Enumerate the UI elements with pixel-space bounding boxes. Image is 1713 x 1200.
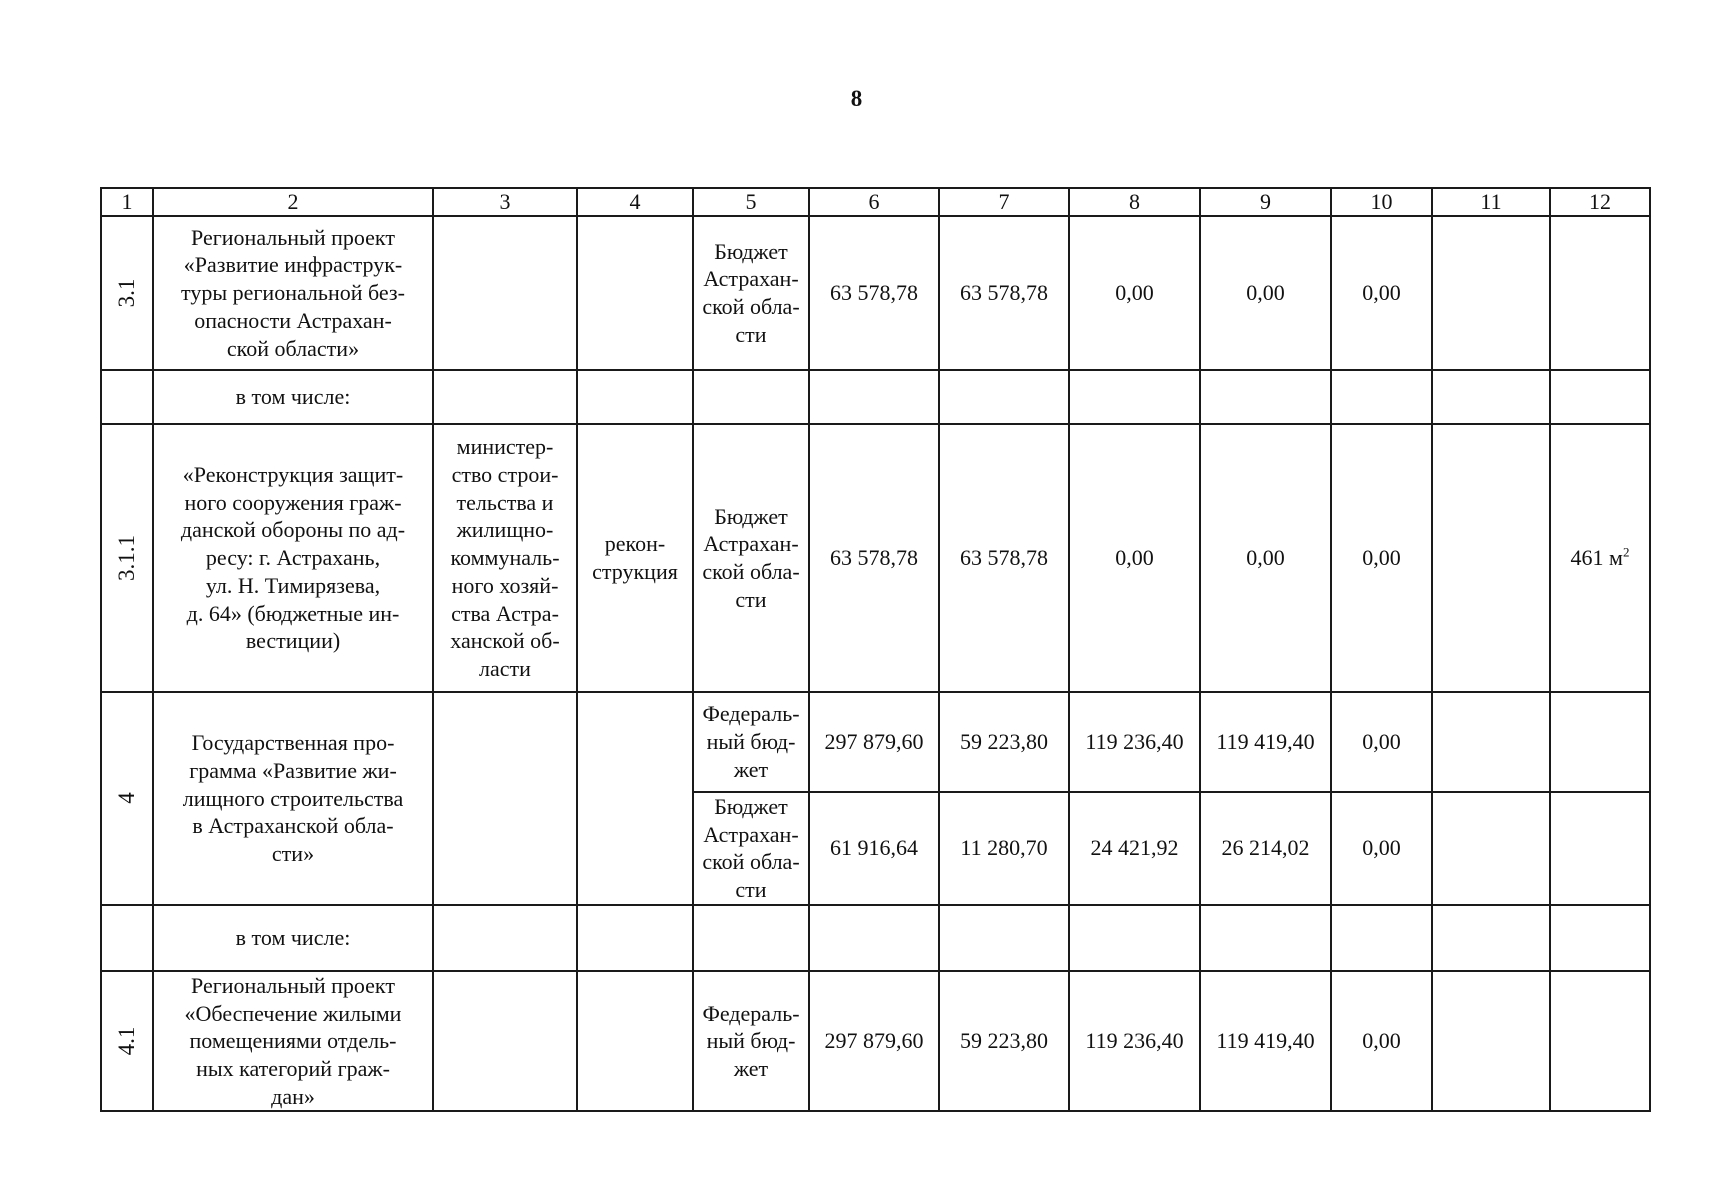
empty-cell xyxy=(433,905,577,971)
executor-cell xyxy=(433,216,577,370)
header-cell: 4 xyxy=(577,188,693,216)
value-cell: 0,00 xyxy=(1200,424,1331,692)
page-number: 8 xyxy=(850,86,863,111)
result-cell xyxy=(1550,971,1650,1112)
activity-type-cell xyxy=(577,971,693,1112)
value-cell xyxy=(1432,424,1550,692)
value-cell: 63 578,78 xyxy=(809,216,939,370)
executor-cell xyxy=(433,971,577,1112)
header-cell: 9 xyxy=(1200,188,1331,216)
empty-cell xyxy=(1331,905,1432,971)
value-cell: 0,00 xyxy=(1331,424,1432,692)
row-name: Государственная про- грамма «Развитие жи- лищного строительства в Астраханской обла- сти» xyxy=(153,692,433,905)
row-number-cell xyxy=(101,216,153,370)
table-row xyxy=(101,216,1650,370)
empty-cell xyxy=(1432,905,1550,971)
table-header-row xyxy=(101,188,1650,216)
row-number: 3.1 xyxy=(114,278,140,308)
value-cell: 63 578,78 xyxy=(809,424,939,692)
value-cell: 24 421,92 xyxy=(1069,792,1200,905)
empty-cell xyxy=(1550,905,1650,971)
row-name: в том числе: xyxy=(153,905,433,971)
table-row xyxy=(101,424,1650,692)
header-cell: 10 xyxy=(1331,188,1432,216)
empty-cell xyxy=(939,370,1069,424)
header-cell: 8 xyxy=(1069,188,1200,216)
empty-cell xyxy=(577,905,693,971)
value-cell: 61 916,64 xyxy=(809,792,939,905)
row-number: 4 xyxy=(114,792,140,805)
header-cell: 7 xyxy=(939,188,1069,216)
value-cell: 119 236,40 xyxy=(1069,692,1200,792)
row-name: «Реконструкция защит- ного сооружения граж- данской обороны по ад- ресу: г. Астрахань, ул. Н. Тимирязева, д. 64» (бюджетные ин- вестиции) xyxy=(153,424,433,692)
value-cell: 59 223,80 xyxy=(939,971,1069,1112)
header-cell: 6 xyxy=(809,188,939,216)
table-row xyxy=(101,905,1650,971)
program-table xyxy=(100,187,1651,1112)
empty-cell xyxy=(1200,370,1331,424)
empty-cell xyxy=(1550,692,1650,792)
value-cell xyxy=(1432,216,1550,370)
value-cell: 0,00 xyxy=(1331,792,1432,905)
executor-cell: министер- ство строи- тельства и жилищно- коммуналь- ного хозяй- ства Астра- ханской об- ласти xyxy=(433,424,577,692)
row-name: Региональный проект «Обеспечение жилыми помещениями отдель- ных категорий граж- дан» xyxy=(153,971,433,1112)
row-name: в том числе: xyxy=(153,370,433,424)
empty-cell xyxy=(809,905,939,971)
table-row xyxy=(101,370,1650,424)
value-cell: 59 223,80 xyxy=(939,692,1069,792)
funding-source-cell: Бюджет Астрахан- ской обла- сти xyxy=(693,424,809,692)
empty-cell xyxy=(1331,370,1432,424)
value-cell: 119 236,40 xyxy=(1069,971,1200,1112)
value-cell: 0,00 xyxy=(1069,424,1200,692)
value-cell: 119 419,40 xyxy=(1200,971,1331,1112)
header-cell: 3 xyxy=(433,188,577,216)
header-cell: 1 xyxy=(101,188,153,216)
empty-cell xyxy=(577,370,693,424)
row-number: 4.1 xyxy=(114,1026,140,1056)
empty-cell xyxy=(1069,905,1200,971)
empty-cell xyxy=(1432,370,1550,424)
result-value: 461 м xyxy=(1570,544,1623,570)
value-cell: 0,00 xyxy=(1331,971,1432,1112)
value-cell: 26 214,02 xyxy=(1200,792,1331,905)
value-cell: 0,00 xyxy=(1331,692,1432,792)
value-cell: 63 578,78 xyxy=(939,424,1069,692)
value-cell: 63 578,78 xyxy=(939,216,1069,370)
empty-cell xyxy=(1069,370,1200,424)
empty-cell xyxy=(1550,792,1650,905)
empty-cell xyxy=(1550,370,1650,424)
table-row xyxy=(101,692,1650,792)
executor-cell xyxy=(433,692,577,905)
result-cell xyxy=(1550,424,1650,692)
funding-source-cell: Федераль- ный бюд- жет xyxy=(693,692,809,792)
empty-cell xyxy=(1432,792,1550,905)
row-number-cell xyxy=(101,370,153,424)
empty-cell xyxy=(809,370,939,424)
value-cell: 0,00 xyxy=(1331,216,1432,370)
header-cell: 11 xyxy=(1432,188,1550,216)
activity-type-cell: рекон- струкция xyxy=(577,424,693,692)
result-cell xyxy=(1550,216,1650,370)
row-number-cell xyxy=(101,971,153,1112)
row-name: Региональный проект «Развитие инфраструк- туры региональной без- опасности Астрахан- ской области» xyxy=(153,216,433,370)
empty-cell xyxy=(433,370,577,424)
funding-source-cell: Бюджет Астрахан- ской обла- сти xyxy=(693,216,809,370)
value-cell: 11 280,70 xyxy=(939,792,1069,905)
value-cell xyxy=(1432,971,1550,1112)
header-cell: 12 xyxy=(1550,188,1650,216)
row-number-cell xyxy=(101,692,153,905)
activity-type-cell xyxy=(577,216,693,370)
header-cell: 5 xyxy=(693,188,809,216)
empty-cell xyxy=(1432,692,1550,792)
value-cell: 119 419,40 xyxy=(1200,692,1331,792)
row-number: 3.1.1 xyxy=(114,535,140,581)
empty-cell xyxy=(939,905,1069,971)
activity-type-cell xyxy=(577,692,693,905)
value-cell: 297 879,60 xyxy=(809,692,939,792)
header-cell: 2 xyxy=(153,188,433,216)
funding-source-cell: Бюджет Астрахан- ской обла- сти xyxy=(693,792,809,905)
table-row xyxy=(101,971,1650,1112)
result-unit-superscript: 2 xyxy=(1622,544,1630,560)
value-cell: 0,00 xyxy=(1200,216,1331,370)
value-cell: 297 879,60 xyxy=(809,971,939,1112)
row-number-cell xyxy=(101,424,153,692)
value-cell: 0,00 xyxy=(1069,216,1200,370)
empty-cell xyxy=(693,370,809,424)
funding-source-cell: Федераль- ный бюд- жет xyxy=(693,971,809,1112)
empty-cell xyxy=(1200,905,1331,971)
row-number-cell xyxy=(101,905,153,971)
empty-cell xyxy=(693,905,809,971)
